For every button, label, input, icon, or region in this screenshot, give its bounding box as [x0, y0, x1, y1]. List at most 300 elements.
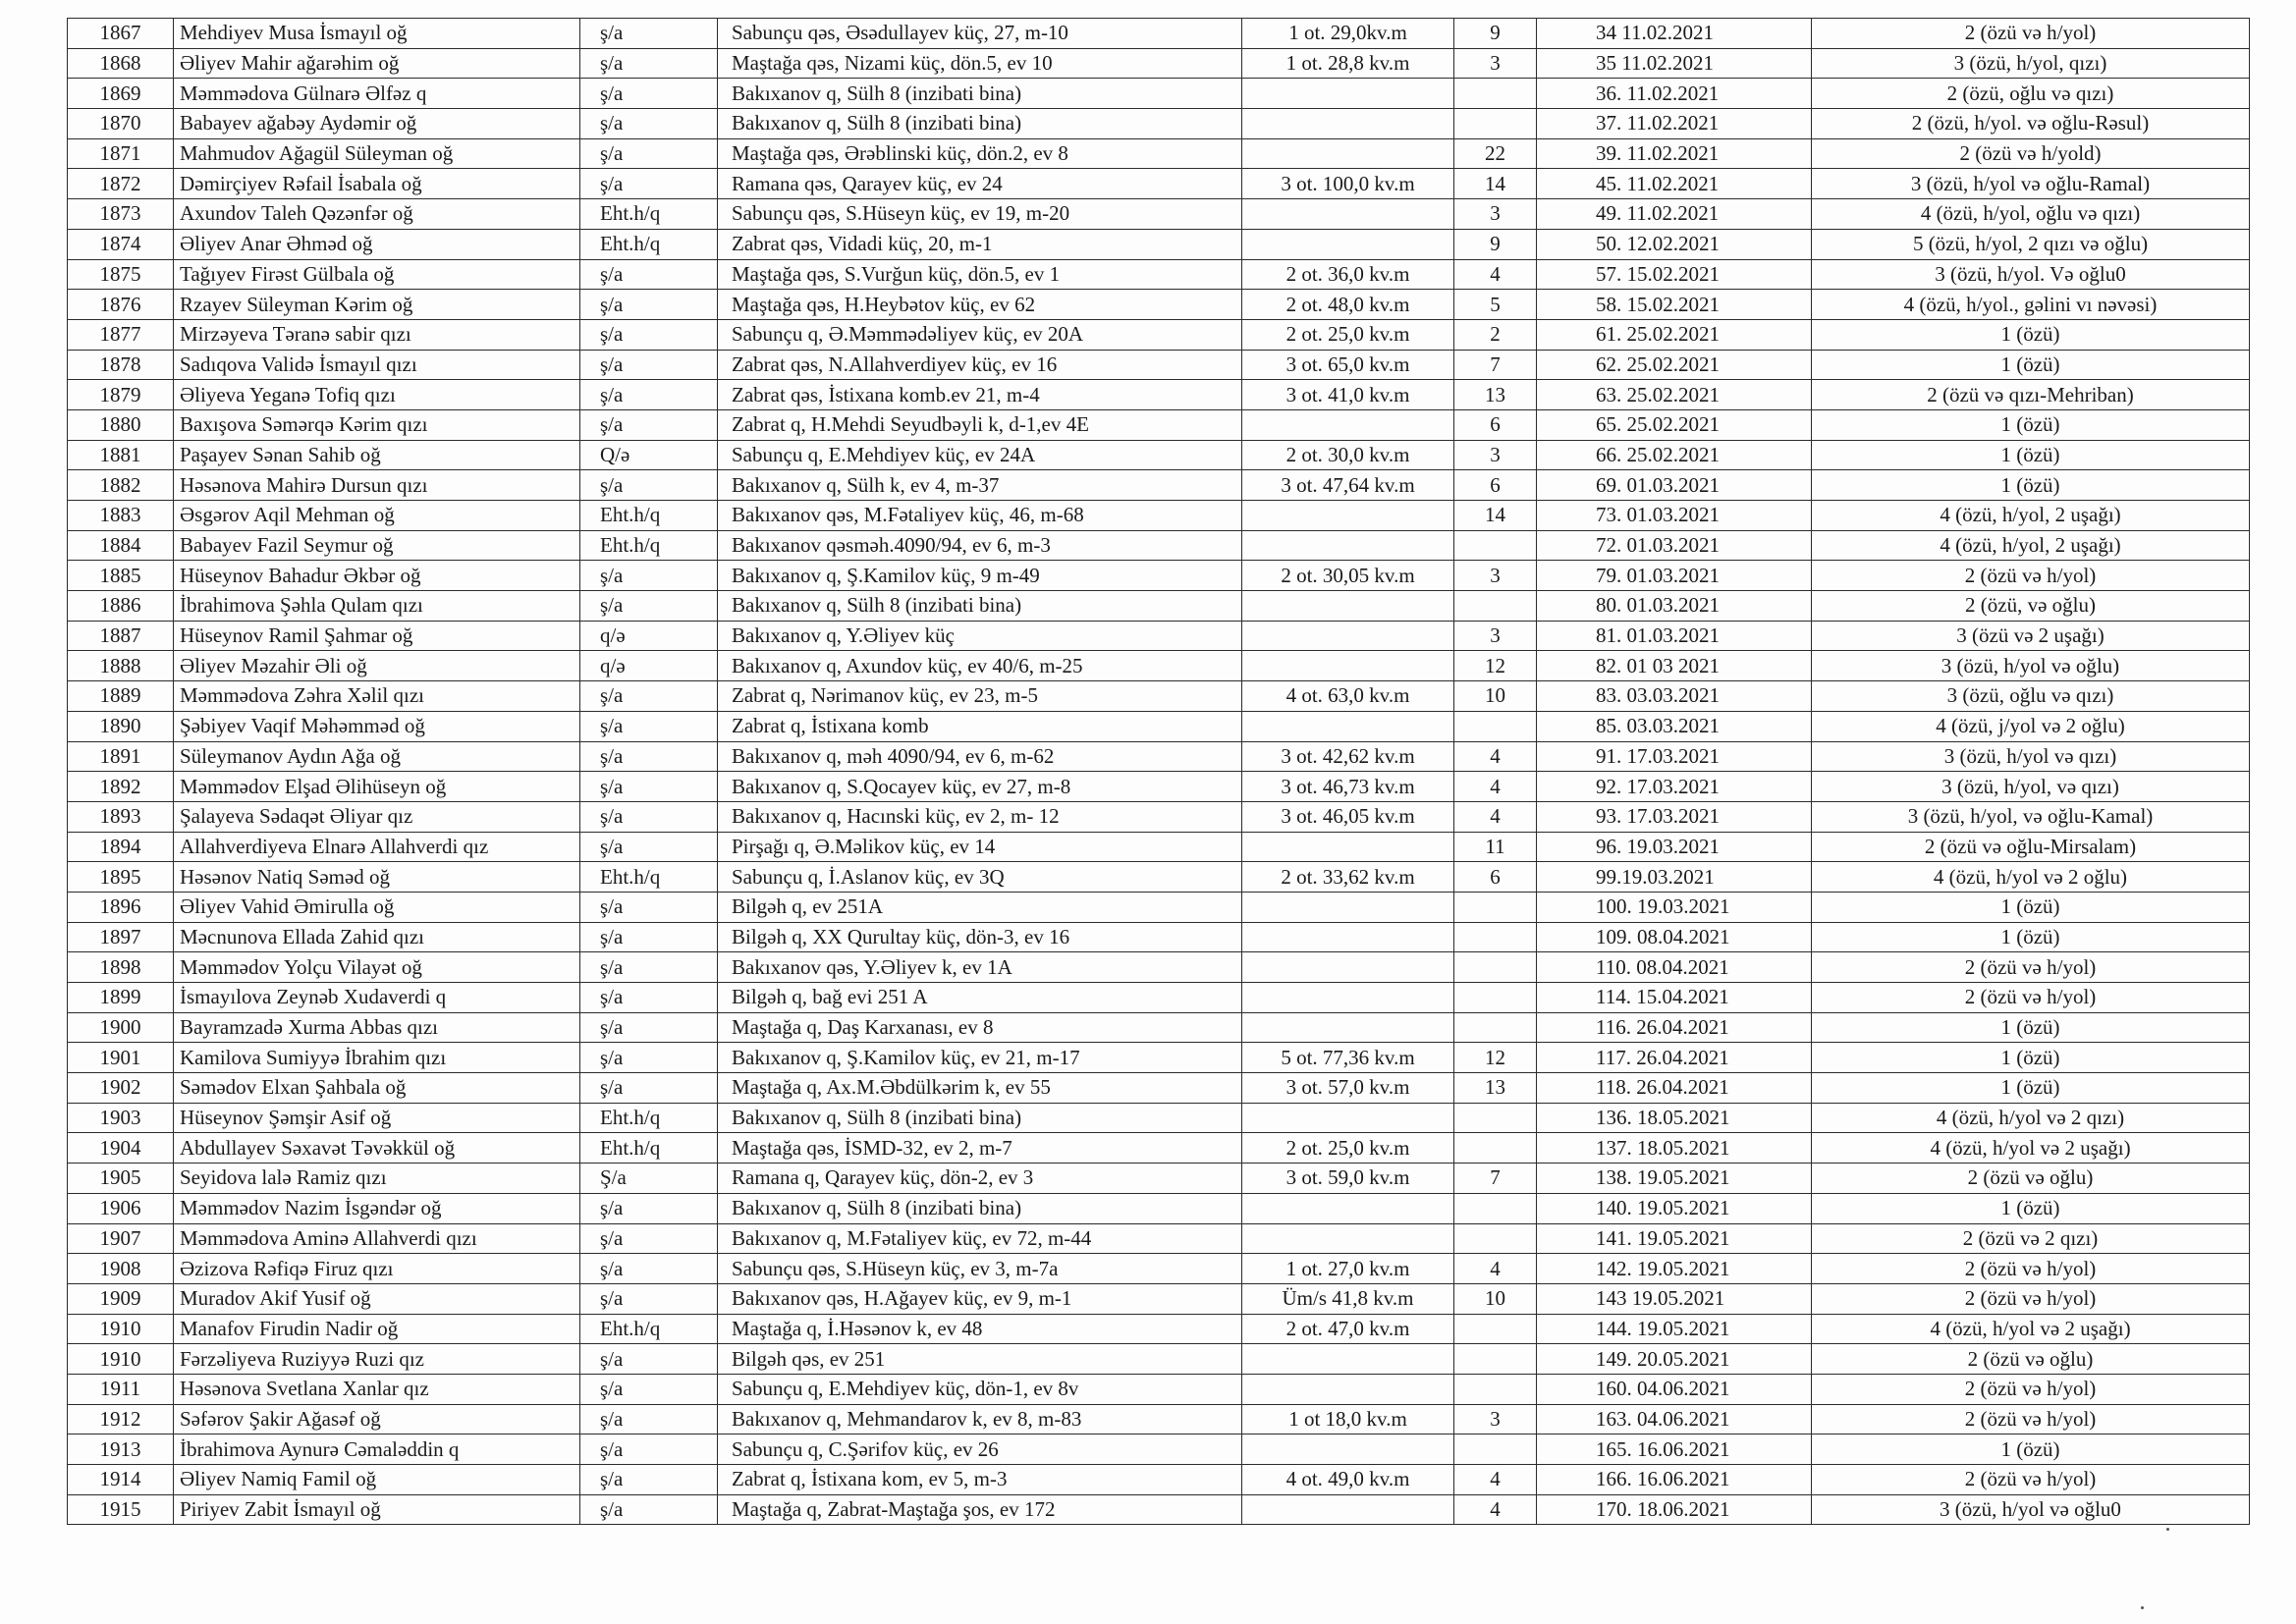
table-row — [68, 470, 2250, 501]
row-number-cell: 1910 — [68, 1344, 174, 1375]
registration-date-cell: 85. 03.03.2021 — [1537, 711, 1812, 741]
family-members-cell: 2 (özü və h/yol) — [1812, 1283, 2250, 1314]
category-cell: q/ə — [580, 621, 718, 651]
table-row — [68, 1283, 2250, 1314]
category-cell: Eht.h/q — [580, 862, 718, 893]
table-row — [68, 561, 2250, 591]
floor-cell — [1454, 591, 1537, 622]
table-row — [68, 1193, 2250, 1223]
table-row — [68, 801, 2250, 832]
floor-cell — [1454, 109, 1537, 139]
row-number-cell: 1885 — [68, 561, 174, 591]
row-number-cell: 1893 — [68, 801, 174, 832]
family-members-cell: 4 (özü, h/yol və 2 uşağı) — [1812, 1133, 2250, 1164]
category-cell: ş/a — [580, 1223, 718, 1254]
address-cell: Bakıxanov q, Sülh 8 (inzibati bina) — [718, 109, 1242, 139]
full-name-cell: Fərzəliyeva Ruziyyə Ruzi qız — [174, 1344, 580, 1375]
category-cell: ş/a — [580, 983, 718, 1013]
category-cell: ş/a — [580, 290, 718, 320]
family-members-cell: 4 (özü, h/yol və 2 oğlu) — [1812, 862, 2250, 893]
row-number-cell: 1902 — [68, 1073, 174, 1104]
floor-cell: 4 — [1454, 741, 1537, 772]
category-cell: ş/a — [580, 741, 718, 772]
registration-date-cell: 73. 01.03.2021 — [1537, 501, 1812, 531]
family-members-cell: 2 (özü, h/yol. və oğlu-Rəsul) — [1812, 109, 2250, 139]
full-name-cell: Şəbiyev Vaqif Məhəmməd oğ — [174, 711, 580, 741]
living-area-cell — [1242, 1012, 1454, 1043]
full-name-cell: Babayev ağabəy Aydəmir oğ — [174, 109, 580, 139]
address-cell: Bakıxanov q, Sülh k, ev 4, m-37 — [718, 470, 1242, 501]
table-row — [68, 380, 2250, 410]
floor-cell: 4 — [1454, 1494, 1537, 1525]
full-name-cell: Abdullayev Səxavət Təvəkkül oğ — [174, 1133, 580, 1164]
table-row — [68, 169, 2250, 199]
address-cell: Maştağa q, Daş Karxanası, ev 8 — [718, 1012, 1242, 1043]
registration-date-cell: 117. 26.04.2021 — [1537, 1043, 1812, 1073]
table-row — [68, 199, 2250, 230]
family-members-cell: 1 (özü) — [1812, 319, 2250, 350]
full-name-cell: İbrahimova Şəhla Qulam qızı — [174, 591, 580, 622]
row-number-cell: 1887 — [68, 621, 174, 651]
row-number-cell: 1907 — [68, 1223, 174, 1254]
family-members-cell: 1 (özü) — [1812, 1012, 2250, 1043]
row-number-cell: 1868 — [68, 48, 174, 79]
address-cell: Zabrat q, İstixana kom, ev 5, m-3 — [718, 1465, 1242, 1495]
category-cell: ş/a — [580, 1012, 718, 1043]
full-name-cell: Manafov Firudin Nadir oğ — [174, 1314, 580, 1344]
full-name-cell: Həsənov Natiq Səməd oğ — [174, 862, 580, 893]
category-cell: ş/a — [580, 952, 718, 983]
living-area-cell — [1242, 922, 1454, 952]
full-name-cell: Məmmədova Aminə Allahverdi qızı — [174, 1223, 580, 1254]
floor-cell — [1454, 983, 1537, 1013]
floor-cell: 10 — [1454, 1283, 1537, 1314]
full-name-cell: Mahmudov Ağagül Süleyman oğ — [174, 138, 580, 169]
row-number-cell: 1899 — [68, 983, 174, 1013]
address-cell: Sabunçu q, C.Şərifov küç, ev 26 — [718, 1435, 1242, 1465]
category-cell: Eht.h/q — [580, 501, 718, 531]
row-number-cell: 1890 — [68, 711, 174, 741]
floor-cell: 7 — [1454, 350, 1537, 380]
full-name-cell: Məcnunova Ellada Zahid qızı — [174, 922, 580, 952]
row-number-cell: 1872 — [68, 169, 174, 199]
registration-date-cell: 140. 19.05.2021 — [1537, 1193, 1812, 1223]
family-members-cell: 2 (özü və h/yol) — [1812, 952, 2250, 983]
table-row — [68, 350, 2250, 380]
registration-date-cell: 96. 19.03.2021 — [1537, 832, 1812, 862]
table-row — [68, 530, 2250, 561]
living-area-cell: 3 ot. 57,0 kv.m — [1242, 1073, 1454, 1104]
row-number-cell: 1883 — [68, 501, 174, 531]
category-cell: ş/a — [580, 591, 718, 622]
living-area-cell — [1242, 229, 1454, 259]
category-cell: ş/a — [580, 892, 718, 922]
full-name-cell: İsmayılova Zeynəb Xudaverdi q — [174, 983, 580, 1013]
category-cell: ş/a — [580, 711, 718, 741]
category-cell: Ş/a — [580, 1164, 718, 1194]
full-name-cell: Mehdiyev Musa İsmayıl oğ — [174, 19, 580, 49]
address-cell: Bakıxanov q, Sülh 8 (inzibati bina) — [718, 1193, 1242, 1223]
row-number-cell: 1898 — [68, 952, 174, 983]
address-cell: Bilgəh qəs, ev 251 — [718, 1344, 1242, 1375]
table-row — [68, 1223, 2250, 1254]
scan-speck — [2166, 1528, 2169, 1531]
family-members-cell: 3 (özü və 2 uşağı) — [1812, 621, 2250, 651]
family-members-cell: 4 (özü, h/yol və 2 uşağı) — [1812, 1314, 2250, 1344]
address-cell: Bilgəh q, XX Qurultay küç, dön-3, ev 16 — [718, 922, 1242, 952]
family-members-cell: 2 (özü və oğlu) — [1812, 1164, 2250, 1194]
address-cell: Sabunçu q, İ.Aslanov küç, ev 3Q — [718, 862, 1242, 893]
floor-cell: 13 — [1454, 380, 1537, 410]
full-name-cell: Paşayev Sənan Sahib oğ — [174, 440, 580, 470]
category-cell: ş/a — [580, 1254, 718, 1284]
address-cell: Zabrat qəs, Vidadi küç, 20, m-1 — [718, 229, 1242, 259]
registration-date-cell: 49. 11.02.2021 — [1537, 199, 1812, 230]
floor-cell — [1454, 1344, 1537, 1375]
address-cell: Sabunçu q, E.Mehdiyev küç, ev 24A — [718, 440, 1242, 470]
registry-body — [68, 19, 2250, 1525]
registration-date-cell: 69. 01.03.2021 — [1537, 470, 1812, 501]
row-number-cell: 1869 — [68, 79, 174, 109]
floor-cell: 3 — [1454, 440, 1537, 470]
full-name-cell: Süleymanov Aydın Ağa oğ — [174, 741, 580, 772]
housing-registry-table — [67, 18, 2250, 1525]
family-members-cell: 2 (özü və oğlu) — [1812, 1344, 2250, 1375]
living-area-cell — [1242, 1223, 1454, 1254]
row-number-cell: 1896 — [68, 892, 174, 922]
registration-date-cell: 144. 19.05.2021 — [1537, 1314, 1812, 1344]
row-number-cell: 1886 — [68, 591, 174, 622]
table-row — [68, 922, 2250, 952]
living-area-cell: 3 ot. 46,05 kv.m — [1242, 801, 1454, 832]
living-area-cell: 1 ot. 27,0 kv.m — [1242, 1254, 1454, 1284]
table-row — [68, 1073, 2250, 1104]
family-members-cell: 3 (özü, h/yol, və oğlu-Kamal) — [1812, 801, 2250, 832]
table-row — [68, 952, 2250, 983]
family-members-cell: 4 (özü, h/yol, 2 uşağı) — [1812, 501, 2250, 531]
living-area-cell — [1242, 199, 1454, 230]
address-cell: Maştağa q, Ax.M.Əbdülkərim k, ev 55 — [718, 1073, 1242, 1104]
category-cell: ş/a — [580, 1494, 718, 1525]
address-cell: Maştağa qəs, H.Heybətov küç, ev 62 — [718, 290, 1242, 320]
registration-date-cell: 166. 16.06.2021 — [1537, 1465, 1812, 1495]
living-area-cell — [1242, 1494, 1454, 1525]
living-area-cell — [1242, 711, 1454, 741]
full-name-cell: Seyidova lalə Ramiz qızı — [174, 1164, 580, 1194]
category-cell: Q/ə — [580, 440, 718, 470]
floor-cell: 12 — [1454, 1043, 1537, 1073]
table-row — [68, 741, 2250, 772]
living-area-cell: Üm/s 41,8 kv.m — [1242, 1283, 1454, 1314]
family-members-cell: 2 (özü və h/yold) — [1812, 138, 2250, 169]
full-name-cell: Mirzəyeva Təranə sabir qızı — [174, 319, 580, 350]
full-name-cell: Əsgərov Aqil Mehman oğ — [174, 501, 580, 531]
floor-cell: 5 — [1454, 290, 1537, 320]
category-cell: ş/a — [580, 1193, 718, 1223]
category-cell: ş/a — [580, 350, 718, 380]
table-row — [68, 832, 2250, 862]
living-area-cell — [1242, 1193, 1454, 1223]
full-name-cell: Hüseynov Şəmşir Asif oğ — [174, 1103, 580, 1133]
family-members-cell: 4 (özü, h/yol, 2 uşağı) — [1812, 530, 2250, 561]
floor-cell: 22 — [1454, 138, 1537, 169]
registration-date-cell: 149. 20.05.2021 — [1537, 1344, 1812, 1375]
floor-cell — [1454, 1314, 1537, 1344]
category-cell: ş/a — [580, 109, 718, 139]
full-name-cell: Əliyev Namiq Famil oğ — [174, 1465, 580, 1495]
row-number-cell: 1878 — [68, 350, 174, 380]
table-row — [68, 259, 2250, 290]
floor-cell: 9 — [1454, 19, 1537, 49]
floor-cell: 3 — [1454, 621, 1537, 651]
family-members-cell: 1 (özü) — [1812, 1193, 2250, 1223]
living-area-cell: 3 ot. 100,0 kv.m — [1242, 169, 1454, 199]
full-name-cell: Allahverdiyeva Elnarə Allahverdi qız — [174, 832, 580, 862]
category-cell: ş/a — [580, 1404, 718, 1435]
family-members-cell: 2 (özü, və oğlu) — [1812, 591, 2250, 622]
floor-cell: 7 — [1454, 1164, 1537, 1194]
row-number-cell: 1915 — [68, 1494, 174, 1525]
living-area-cell — [1242, 530, 1454, 561]
row-number-cell: 1900 — [68, 1012, 174, 1043]
floor-cell — [1454, 1223, 1537, 1254]
table-row — [68, 290, 2250, 320]
row-number-cell: 1912 — [68, 1404, 174, 1435]
full-name-cell: Axundov Taleh Qəzənfər oğ — [174, 199, 580, 230]
table-row — [68, 19, 2250, 49]
category-cell: ş/a — [580, 319, 718, 350]
living-area-cell: 2 ot. 25,0 kv.m — [1242, 1133, 1454, 1164]
registration-date-cell: 66. 25.02.2021 — [1537, 440, 1812, 470]
address-cell: Bakıxanov qəs, H.Ağayev küç, ev 9, m-1 — [718, 1283, 1242, 1314]
category-cell: ş/a — [580, 19, 718, 49]
address-cell: Maştağa qəs, Ərəblinski küç, dön.2, ev 8 — [718, 138, 1242, 169]
registration-date-cell: 137. 18.05.2021 — [1537, 1133, 1812, 1164]
registration-date-cell: 36. 11.02.2021 — [1537, 79, 1812, 109]
table-row — [68, 711, 2250, 741]
category-cell: ş/a — [580, 1465, 718, 1495]
table-row — [68, 138, 2250, 169]
row-number-cell: 1908 — [68, 1254, 174, 1284]
table-row — [68, 440, 2250, 470]
living-area-cell — [1242, 109, 1454, 139]
floor-cell: 4 — [1454, 1254, 1537, 1284]
table-row — [68, 1314, 2250, 1344]
registration-date-cell: 82. 01 03 2021 — [1537, 651, 1812, 681]
address-cell: Zabrat q, H.Mehdi Seyudbəyli k, d-1,ev 4E — [718, 409, 1242, 440]
category-cell: ş/a — [580, 1344, 718, 1375]
living-area-cell — [1242, 409, 1454, 440]
floor-cell — [1454, 892, 1537, 922]
registration-date-cell: 45. 11.02.2021 — [1537, 169, 1812, 199]
row-number-cell: 1870 — [68, 109, 174, 139]
address-cell: Sabunçu q, Ə.Məmmədəliyev küç, ev 20A — [718, 319, 1242, 350]
table-row — [68, 862, 2250, 893]
registration-date-cell: 110. 08.04.2021 — [1537, 952, 1812, 983]
floor-cell: 12 — [1454, 651, 1537, 681]
registration-date-cell: 160. 04.06.2021 — [1537, 1374, 1812, 1404]
living-area-cell: 2 ot. 33,62 kv.m — [1242, 862, 1454, 893]
family-members-cell: 1 (özü) — [1812, 1043, 2250, 1073]
table-row — [68, 1133, 2250, 1164]
full-name-cell: Məmmədova Zəhra Xəlil qızı — [174, 681, 580, 712]
full-name-cell: Bayramzadə Xurma Abbas qızı — [174, 1012, 580, 1043]
living-area-cell — [1242, 892, 1454, 922]
floor-cell: 9 — [1454, 229, 1537, 259]
table-row — [68, 1435, 2250, 1465]
category-cell: ş/a — [580, 561, 718, 591]
row-number-cell: 1867 — [68, 19, 174, 49]
family-members-cell: 2 (özü, oğlu və qızı) — [1812, 79, 2250, 109]
floor-cell: 4 — [1454, 801, 1537, 832]
address-cell: Bakıxanov qəs, M.Fətaliyev küç, 46, m-68 — [718, 501, 1242, 531]
full-name-cell: Həsənova Mahirə Dursun qızı — [174, 470, 580, 501]
family-members-cell: 3 (özü, h/yol, qızı) — [1812, 48, 2250, 79]
floor-cell: 4 — [1454, 1465, 1537, 1495]
living-area-cell: 2 ot. 30,05 kv.m — [1242, 561, 1454, 591]
family-members-cell: 4 (özü, h/yol., gəlini vı nəvəsi) — [1812, 290, 2250, 320]
full-name-cell: Əliyev Məzahir Əli oğ — [174, 651, 580, 681]
living-area-cell: 2 ot. 48,0 kv.m — [1242, 290, 1454, 320]
address-cell: Bakıxanov qəs, Y.Əliyev k, ev 1A — [718, 952, 1242, 983]
floor-cell: 14 — [1454, 501, 1537, 531]
full-name-cell: Hüseynov Ramil Şahmar oğ — [174, 621, 580, 651]
address-cell: Pirşağı q, Ə.Məlikov küç, ev 14 — [718, 832, 1242, 862]
full-name-cell: Dəmirçiyev Rəfail İsabala oğ — [174, 169, 580, 199]
address-cell: Bakıxanov q, Ş.Kamilov küç, ev 21, m-17 — [718, 1043, 1242, 1073]
registration-date-cell: 170. 18.06.2021 — [1537, 1494, 1812, 1525]
floor-cell — [1454, 79, 1537, 109]
full-name-cell: Baxışova Səmərqə Kərim qızı — [174, 409, 580, 440]
floor-cell: 6 — [1454, 862, 1537, 893]
family-members-cell: 2 (özü və 2 qızı) — [1812, 1223, 2250, 1254]
floor-cell — [1454, 1374, 1537, 1404]
living-area-cell — [1242, 79, 1454, 109]
registration-date-cell: 61. 25.02.2021 — [1537, 319, 1812, 350]
family-members-cell: 3 (özü, h/yol və oğlu) — [1812, 651, 2250, 681]
full-name-cell: Sadıqova Validə İsmayıl qızı — [174, 350, 580, 380]
family-members-cell: 1 (özü) — [1812, 440, 2250, 470]
table-row — [68, 109, 2250, 139]
row-number-cell: 1874 — [68, 229, 174, 259]
floor-cell: 3 — [1454, 199, 1537, 230]
address-cell: Sabunçu q, E.Mehdiyev küç, dön-1, ev 8v — [718, 1374, 1242, 1404]
full-name-cell: Babayev Fazil Seymur oğ — [174, 530, 580, 561]
row-number-cell: 1904 — [68, 1133, 174, 1164]
family-members-cell: 2 (özü və h/yol) — [1812, 1374, 2250, 1404]
registration-date-cell: 34 11.02.2021 — [1537, 19, 1812, 49]
address-cell: Zabrat q, Nərimanov küç, ev 23, m-5 — [718, 681, 1242, 712]
address-cell: Maştağa q, Zabrat-Maştağa şos, ev 172 — [718, 1494, 1242, 1525]
table-row — [68, 229, 2250, 259]
row-number-cell: 1905 — [68, 1164, 174, 1194]
living-area-cell — [1242, 1435, 1454, 1465]
table-row — [68, 1344, 2250, 1375]
full-name-cell: Əliyev Anar Əhməd oğ — [174, 229, 580, 259]
family-members-cell: 1 (özü) — [1812, 409, 2250, 440]
category-cell: ş/a — [580, 138, 718, 169]
category-cell: ş/a — [580, 681, 718, 712]
living-area-cell: 3 ot. 41,0 kv.m — [1242, 380, 1454, 410]
living-area-cell: 1 ot. 29,0kv.m — [1242, 19, 1454, 49]
living-area-cell — [1242, 832, 1454, 862]
floor-cell — [1454, 1435, 1537, 1465]
registration-date-cell: 39. 11.02.2021 — [1537, 138, 1812, 169]
floor-cell — [1454, 1012, 1537, 1043]
category-cell: Eht.h/q — [580, 530, 718, 561]
floor-cell: 10 — [1454, 681, 1537, 712]
floor-cell — [1454, 1193, 1537, 1223]
row-number-cell: 1891 — [68, 741, 174, 772]
registration-date-cell: 37. 11.02.2021 — [1537, 109, 1812, 139]
full-name-cell: Məmmədov Nazim İsgəndər oğ — [174, 1193, 580, 1223]
family-members-cell: 3 (özü, h/yol və oğlu-Ramal) — [1812, 169, 2250, 199]
table-row — [68, 79, 2250, 109]
row-number-cell: 1871 — [68, 138, 174, 169]
category-cell: ş/a — [580, 409, 718, 440]
floor-cell: 6 — [1454, 409, 1537, 440]
row-number-cell: 1888 — [68, 651, 174, 681]
full-name-cell: Səfərov Şakir Ağasəf oğ — [174, 1404, 580, 1435]
address-cell: Bakıxanov qəsməh.4090/94, ev 6, m-3 — [718, 530, 1242, 561]
table-row — [68, 1012, 2250, 1043]
registration-date-cell: 93. 17.03.2021 — [1537, 801, 1812, 832]
row-number-cell: 1873 — [68, 199, 174, 230]
living-area-cell: 3 ot. 47,64 kv.m — [1242, 470, 1454, 501]
family-members-cell: 3 (özü, h/yol, və qızı) — [1812, 772, 2250, 802]
living-area-cell: 5 ot. 77,36 kv.m — [1242, 1043, 1454, 1073]
floor-cell — [1454, 1103, 1537, 1133]
category-cell: Eht.h/q — [580, 1314, 718, 1344]
address-cell: Ramana qəs, Qarayev küç, ev 24 — [718, 169, 1242, 199]
family-members-cell: 3 (özü, h/yol və qızı) — [1812, 741, 2250, 772]
registration-date-cell: 163. 04.06.2021 — [1537, 1404, 1812, 1435]
address-cell: Zabrat qəs, İstixana komb.ev 21, m-4 — [718, 380, 1242, 410]
registration-date-cell: 79. 01.03.2021 — [1537, 561, 1812, 591]
family-members-cell: 1 (özü) — [1812, 1435, 2250, 1465]
floor-cell — [1454, 952, 1537, 983]
living-area-cell — [1242, 591, 1454, 622]
registration-date-cell: 63. 25.02.2021 — [1537, 380, 1812, 410]
address-cell: Sabunçu qəs, Əsədullayev küç, 27, m-10 — [718, 19, 1242, 49]
category-cell: ş/a — [580, 259, 718, 290]
registration-date-cell: 116. 26.04.2021 — [1537, 1012, 1812, 1043]
full-name-cell: Tağıyev Firəst Gülbala oğ — [174, 259, 580, 290]
family-members-cell: 3 (özü, oğlu və qızı) — [1812, 681, 2250, 712]
address-cell: Bakıxanov q, M.Fətaliyev küç, ev 72, m-44 — [718, 1223, 1242, 1254]
row-number-cell: 1910 — [68, 1314, 174, 1344]
full-name-cell: Piriyev Zabit İsmayıl oğ — [174, 1494, 580, 1525]
living-area-cell: 3 ot. 46,73 kv.m — [1242, 772, 1454, 802]
registration-date-cell: 138. 19.05.2021 — [1537, 1164, 1812, 1194]
family-members-cell: 1 (özü) — [1812, 1073, 2250, 1104]
full-name-cell: Məmmədov Elşad Əlihüseyn oğ — [174, 772, 580, 802]
table-row — [68, 1103, 2250, 1133]
address-cell: Maştağa qəs, İSMD-32, ev 2, m-7 — [718, 1133, 1242, 1164]
living-area-cell: 3 ot. 42,62 kv.m — [1242, 741, 1454, 772]
registration-date-cell: 118. 26.04.2021 — [1537, 1073, 1812, 1104]
registration-date-cell: 80. 01.03.2021 — [1537, 591, 1812, 622]
living-area-cell — [1242, 1103, 1454, 1133]
category-cell: ş/a — [580, 1435, 718, 1465]
category-cell: ş/a — [580, 1283, 718, 1314]
address-cell: Bilgəh q, bağ evi 251 A — [718, 983, 1242, 1013]
living-area-cell: 2 ot. 36,0 kv.m — [1242, 259, 1454, 290]
family-members-cell: 1 (özü) — [1812, 892, 2250, 922]
living-area-cell: 3 ot. 59,0 kv.m — [1242, 1164, 1454, 1194]
living-area-cell: 4 ot. 63,0 kv.m — [1242, 681, 1454, 712]
row-number-cell: 1876 — [68, 290, 174, 320]
